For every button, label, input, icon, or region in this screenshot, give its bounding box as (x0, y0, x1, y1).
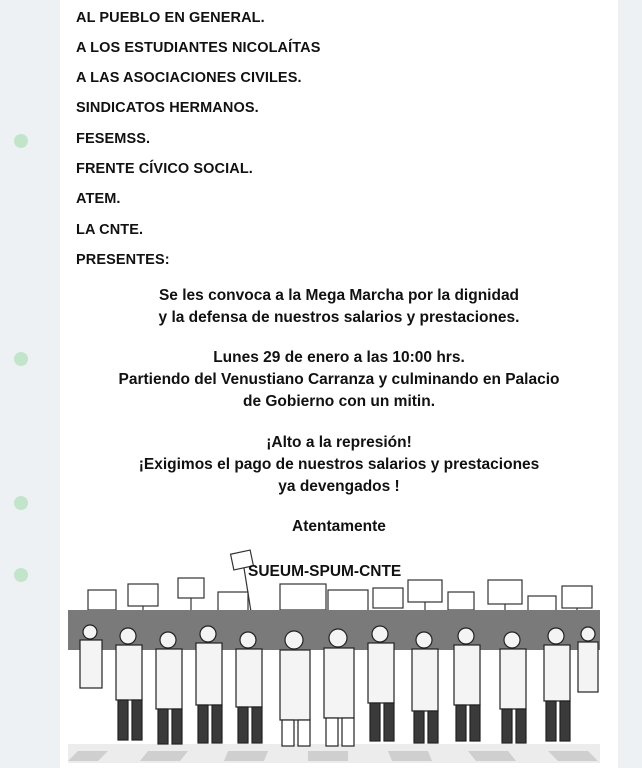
addressee-line: AL PUEBLO EN GENERAL. (76, 10, 265, 26)
addressee-line: FESEMSS. (76, 131, 151, 147)
addressee-line: SINDICATOS HERMANOS. (76, 100, 259, 116)
event-line: Partiendo del Venustiano Carranza y culminando en Palacio (118, 371, 560, 388)
signature-text: SUEUM-SPUM-CNTE (248, 563, 402, 580)
demand-line: ¡Exigimos el pago de nuestros salarios y prestaciones (138, 456, 540, 473)
convocation-line: y la defensa de nuestros salarios y prestaciones. (158, 309, 520, 326)
closing-text: Atentamente (292, 518, 386, 535)
addressee-line: FRENTE CÍVICO SOCIAL. (76, 161, 253, 177)
addressee-line: A LOS ESTUDIANTES NICOLAÍTAS (76, 40, 321, 56)
status-dot-icon (14, 134, 28, 148)
addressee-line: A LAS ASOCIACIONES CIVILES. (76, 70, 302, 86)
background-app-left (0, 0, 62, 768)
status-dot-icon (14, 496, 28, 510)
demand-line: ya devengados ! (278, 478, 400, 495)
status-dot-icon (14, 352, 28, 366)
status-dot-icon (14, 568, 28, 582)
demand-line: ¡Alto a la represión! (266, 434, 412, 451)
event-line: Lunes 29 de enero a las 10:00 hrs. (213, 349, 465, 366)
addressee-line: PRESENTES: (76, 252, 170, 268)
flyer-document (60, 0, 618, 768)
event-line: de Gobierno con un mitin. (242, 393, 436, 410)
addressee-line: ATEM. (76, 191, 121, 207)
addressee-line: LA CNTE. (76, 222, 144, 238)
convocation-line: Se les convoca a la Mega Marcha por la dignidad (158, 287, 520, 304)
